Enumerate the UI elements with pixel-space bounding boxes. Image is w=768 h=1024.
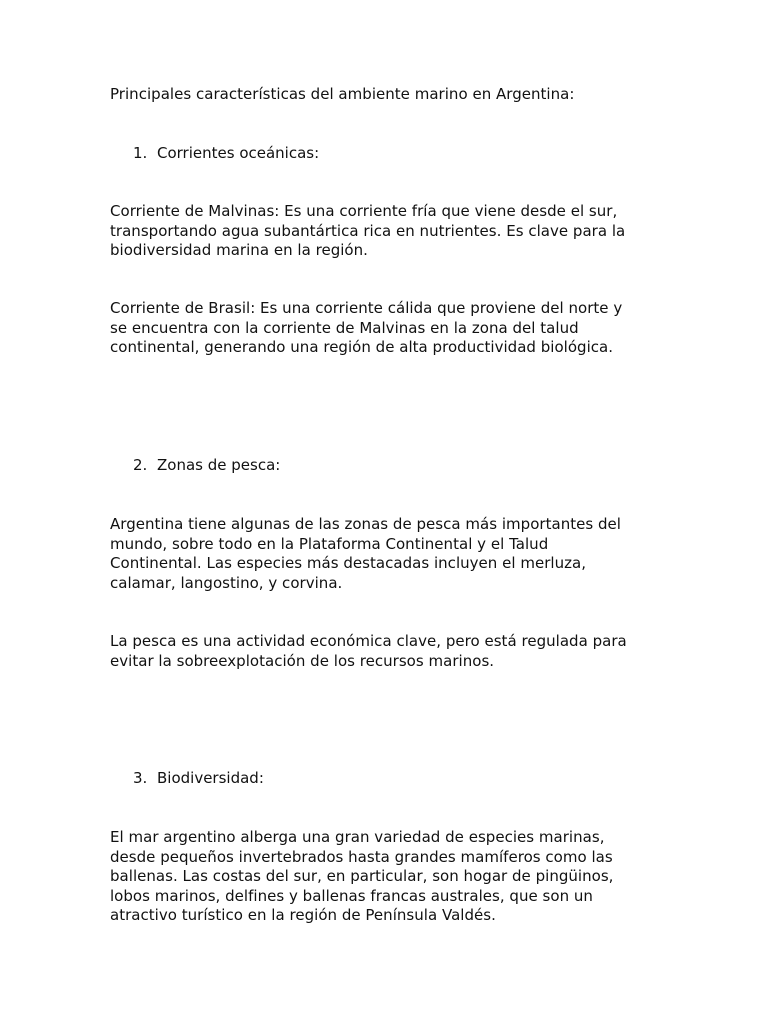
section-heading-label: Corrientes oceánicas:: [157, 144, 320, 162]
section-heading-label: Zonas de pesca:: [157, 456, 281, 474]
section-heading-biodiversity: [133, 769, 264, 789]
section-heading-fishing: [133, 456, 280, 476]
document-title: Principales características del ambiente marino en Argentina:: [110, 85, 575, 103]
paragraph-brasil-current: Corriente de Brasil: Es una corriente cálida que proviene del norte y se encuentra con la corriente de Malvinas en la zona del talud continental, generando una región de alta productividad biológica.: [110, 299, 623, 356]
paragraph-fishing-regulation: La pesca es una actividad económica clave, pero está regulada para evitar la sobreexplotación de los recursos marinos.: [110, 632, 627, 670]
paragraph-biodiversity: El mar argentino alberga una gran variedad de especies marinas, desde pequeños invertebrados hasta grandes mamíferos como las ballenas. Las costas del sur, en particular, son hogar de pingüinos, lobos marinos, delfines y ballenas francas australes, que son un atractivo turístico en la región de Península Valdés.: [110, 828, 614, 924]
paragraph-fishing-zones: Argentina tiene algunas de las zonas de pesca más importantes del mundo, sobre todo en la Plataforma Continental y el Talud Continental. Las especies más destacadas incluyen el merluza, calamar, langostino, y corvina.: [110, 515, 621, 592]
paragraph-malvinas-current: Corriente de Malvinas: Es una corriente fría que viene desde el sur, transportando agua subantártica rica en nutrientes. Es clave para la biodiversidad marina en la región.: [110, 202, 626, 259]
section-heading-label: Biodiversidad:: [157, 769, 264, 787]
section-number: 1.: [133, 144, 148, 162]
section-number: 2.: [133, 456, 148, 474]
section-heading-currents: [133, 144, 319, 164]
section-number: 3.: [133, 769, 148, 787]
